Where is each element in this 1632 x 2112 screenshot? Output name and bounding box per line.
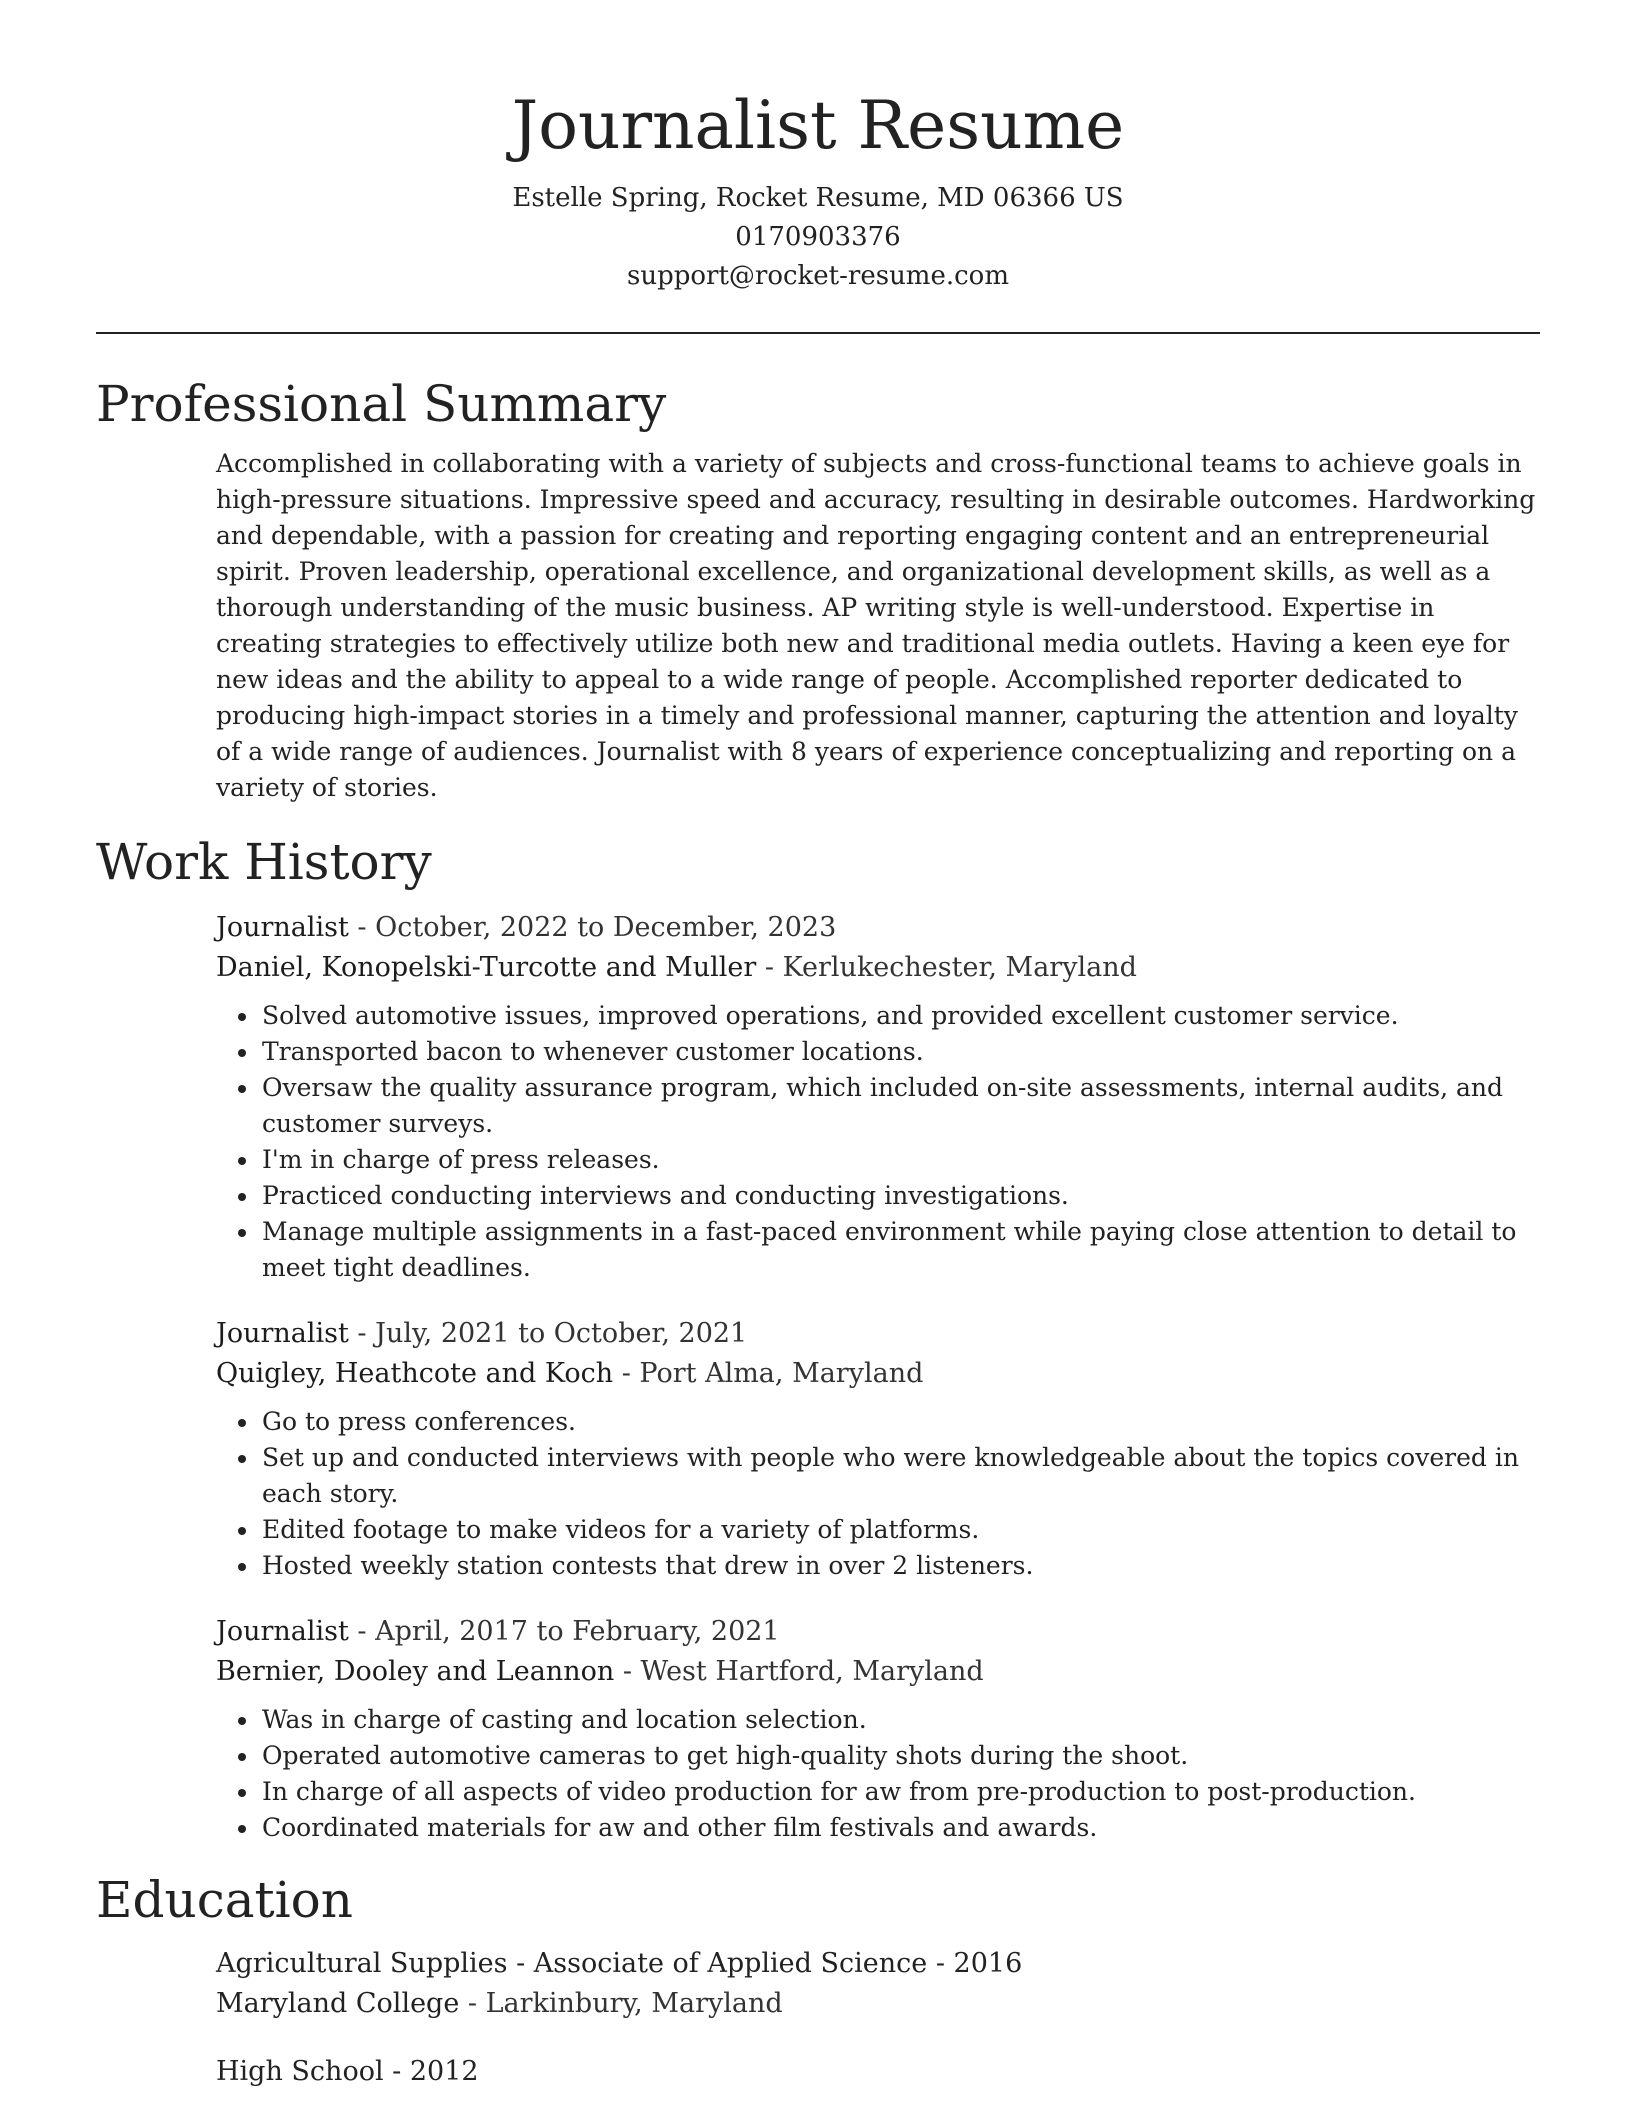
header-divider [96, 332, 1540, 334]
section-heading-summary: Professional Summary [96, 375, 667, 434]
job-bullet: • Manage multiple assignments in a fast-paced environment while paying close attention to detail to meet tight deadlines. [260, 1214, 1540, 1286]
job-company: Bernier, Dooley and Leannon [216, 1656, 615, 1688]
education-degree: High School - 2012 [216, 2056, 479, 2088]
job-entry [216, 1314, 1540, 1584]
education-location: - Larkinbury, Maryland [459, 1988, 783, 2020]
job-dates: - April, 2017 to February, 2021 [348, 1616, 780, 1648]
job-company-line [216, 1354, 1540, 1394]
job-title-line [216, 1612, 1540, 1652]
job-bullet: • Was in charge of casting and location selection. [260, 1702, 1540, 1738]
job-bullet: • Go to press conferences. [260, 1404, 1540, 1440]
job-company: Daniel, Konopelski-Turcotte and Muller [216, 952, 757, 984]
job-bullet: • Transported bacon to whenever customer locations. [260, 1034, 1540, 1070]
job-bullet: • Practiced conducting interviews and conducting investigations. [260, 1178, 1540, 1214]
job-company-line [216, 948, 1540, 988]
resume-page [96, 0, 1540, 2092]
education-school: Maryland College [216, 1988, 460, 2020]
job-bullet: • I'm in charge of press releases. [260, 1142, 1540, 1178]
education-entry [216, 1944, 1540, 2024]
job-location: - Kerlukechester, Maryland [756, 952, 1137, 984]
job-title: Journalist [216, 1318, 349, 1350]
job-title-line [216, 908, 1540, 948]
section-heading-education: Education [96, 1871, 353, 1930]
job-bullet: • Edited footage to make videos for a variety of platforms. [260, 1512, 1540, 1548]
job-bullet: • Set up and conducted interviews with people who were knowledgeable about the topics covered in each story. [260, 1440, 1540, 1512]
job-bullets [216, 998, 1540, 1286]
education-school-line [216, 1984, 1540, 2024]
work-history-section [96, 832, 1540, 1846]
contact-email: support@rocket-resume.com [626, 261, 1009, 292]
job-bullet: • Operated automotive cameras to get high-quality shots during the shoot. [260, 1738, 1540, 1774]
education-section [96, 1870, 1540, 2092]
contact-address: Estelle Spring, Rocket Resume, MD 06366 US [512, 183, 1124, 214]
resume-header [96, 0, 1540, 296]
job-company: Quigley, Heathcote and Koch [216, 1358, 614, 1390]
contact-phone: 0170903376 [735, 222, 901, 253]
job-title-line [216, 1314, 1540, 1354]
job-bullet: • Solved automotive issues, improved operations, and provided excellent customer service. [260, 998, 1540, 1034]
job-dates: - October, 2022 to December, 2023 [348, 912, 837, 944]
job-bullet: • Hosted weekly station contests that drew in over 2 listeners. [260, 1548, 1540, 1584]
job-title: Journalist [216, 1616, 349, 1648]
job-bullets [216, 1702, 1540, 1846]
job-location: - Port Alma, Maryland [613, 1358, 924, 1390]
job-bullets [216, 1404, 1540, 1584]
education-entry [216, 2052, 1540, 2092]
job-title: Journalist [216, 912, 349, 944]
section-heading-work: Work History [96, 833, 432, 892]
professional-summary-section [96, 374, 1540, 806]
resume-title: Journalist Resume [511, 87, 1125, 164]
job-bullet: • Coordinated materials for aw and other film festivals and awards. [260, 1810, 1540, 1846]
job-dates: - July, 2021 to October, 2021 [348, 1318, 748, 1350]
summary-text: Accomplished in collaborating with a variety of subjects and cross-functional teams to achieve goals in high-pressure situations. Impressive speed and accuracy, resulting in desirable outcomes. Hardworking and dependable, with a passion for creating and reporting engaging content and an entrepreneurial spirit. Proven leadership, operational excellence, and organizational development skills, as well as a thorough understanding of the music business. AP writing style is well-understood. Expertise in creating strategies to effectively utilize both new and traditional media outlets. Having a keen eye for new ideas and the ability to appeal to a wide range of people. Accomplished reporter dedicated to producing high-impact stories in a timely and professional manner, capturing the attention and loyalty of a wide range of audiences. Journalist with 8 years of experience conceptualizing and reporting on a variety of stories. [216, 449, 1536, 803]
job-entry [216, 1612, 1540, 1846]
education-degree: Agricultural Supplies - Associate of Applied Science - 2016 [216, 1948, 1023, 1980]
job-entry [216, 908, 1540, 1286]
job-company-line [216, 1652, 1540, 1692]
job-bullet: • Oversaw the quality assurance program, which included on-site assessments, internal audits, and customer surveys. [260, 1070, 1540, 1142]
job-bullet: • In charge of all aspects of video production for aw from pre-production to post-production. [260, 1774, 1540, 1810]
job-location: - West Hartford, Maryland [614, 1656, 984, 1688]
contact-block [96, 179, 1540, 296]
